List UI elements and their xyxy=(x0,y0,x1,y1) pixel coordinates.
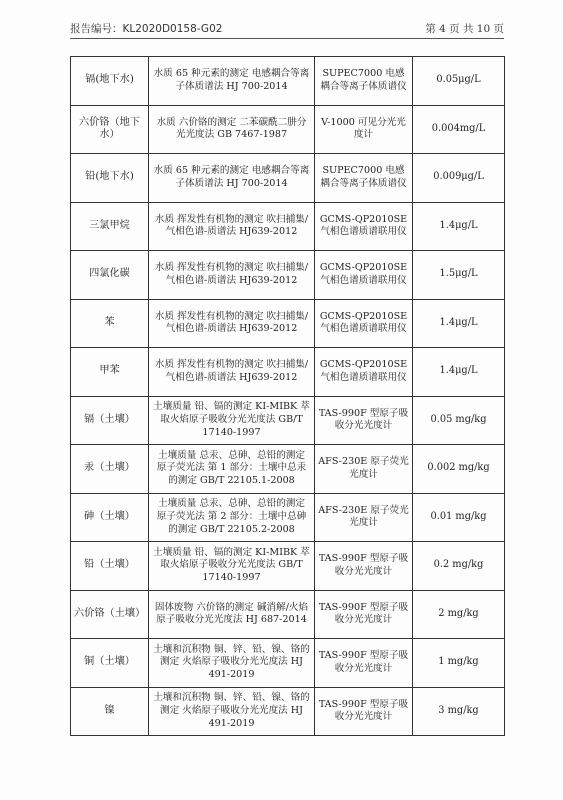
method-cell: 固体废物 六价铬的测定 碱消解/火焰原子吸收分光光度法 HJ 687-2014 xyxy=(149,590,315,639)
method-cell: 水质 挥发性有机物的测定 吹扫捕集/气相色谱-质谱法 HJ639-2012 xyxy=(149,348,315,397)
limit-cell: 0.2 mg/kg xyxy=(413,542,505,591)
table-row xyxy=(71,445,505,494)
limit-cell: 1 mg/kg xyxy=(413,639,505,688)
methods-table-wrapper xyxy=(70,56,504,736)
page-number: 第 4 页 共 10 页 xyxy=(425,23,504,35)
item-cell: 镍 xyxy=(71,687,149,736)
table-row xyxy=(71,57,505,106)
table-row xyxy=(71,105,505,154)
item-cell: 六价铬（地下水） xyxy=(71,105,149,154)
method-cell: 土壤质量 铅、镉的测定 KI-MIBK 萃取火焰原子吸收分光光度法 GB/T 17140-1997 xyxy=(149,542,315,591)
item-cell: 三氯甲烷 xyxy=(71,202,149,251)
item-cell: 铅（土壤） xyxy=(71,542,149,591)
item-cell: 砷（土壤） xyxy=(71,493,149,542)
limit-cell: 0.009μg/L xyxy=(413,154,505,203)
item-cell: 镉(地下水) xyxy=(71,57,149,106)
report-number: 报告编号：KL2020D0158-G02 xyxy=(70,23,223,35)
instrument-cell: GCMS-QP2010SE 气相色谱质谱联用仪 xyxy=(315,251,413,300)
instrument-cell: V-1000 可见分光光度计 xyxy=(315,105,413,154)
table-row xyxy=(71,154,505,203)
methods-table xyxy=(70,56,505,736)
limit-cell: 0.05μg/L xyxy=(413,57,505,106)
instrument-cell: TAS-990F 型原子吸收分光光度计 xyxy=(315,542,413,591)
instrument-cell: GCMS-QP2010SE 气相色谱质谱联用仪 xyxy=(315,202,413,251)
limit-cell: 0.05 mg/kg xyxy=(413,396,505,445)
table-row xyxy=(71,590,505,639)
instrument-cell: TAS-990F 型原子吸收分光光度计 xyxy=(315,687,413,736)
table-row xyxy=(71,396,505,445)
table-row xyxy=(71,202,505,251)
limit-cell: 0.01 mg/kg xyxy=(413,493,505,542)
instrument-cell: GCMS-QP2010SE 气相色谱质谱联用仪 xyxy=(315,348,413,397)
method-cell: 水质 挥发性有机物的测定 吹扫捕集/气相色谱-质谱法 HJ639-2012 xyxy=(149,251,315,300)
method-cell: 水质 挥发性有机物的测定 吹扫捕集/气相色谱-质谱法 HJ639-2012 xyxy=(149,299,315,348)
methods-table-body xyxy=(71,57,505,736)
limit-cell: 2 mg/kg xyxy=(413,590,505,639)
table-row xyxy=(71,493,505,542)
instrument-cell: SUPEC7000 电感耦合等离子体质谱仪 xyxy=(315,154,413,203)
table-row xyxy=(71,687,505,736)
method-cell: 土壤和沉积物 铜、锌、铅、镍、铬的测定 火焰原子吸收分光光度法 HJ 491-2019 xyxy=(149,639,315,688)
item-cell: 铜（土壤） xyxy=(71,639,149,688)
method-cell: 水质 六价铬的测定 二苯碳酰二肼分光光度法 GB 7467-1987 xyxy=(149,105,315,154)
limit-cell: 0.002 mg/kg xyxy=(413,445,505,494)
method-cell: 土壤质量 铅、镉的测定 KI-MIBK 萃取火焰原子吸收分光光度法 GB/T 17140-1997 xyxy=(149,396,315,445)
method-cell: 水质 65 种元素的测定 电感耦合等离子体质谱法 HJ 700-2014 xyxy=(149,57,315,106)
limit-cell: 1.5μg/L xyxy=(413,251,505,300)
item-cell: 四氯化碳 xyxy=(71,251,149,300)
method-cell: 土壤质量 总汞、总砷、总铅的测定 原子荧光法 第 2 部分：土壤中总砷的测定 GB/T 22105.2-2008 xyxy=(149,493,315,542)
item-cell: 汞（土壤） xyxy=(71,445,149,494)
limit-cell: 3 mg/kg xyxy=(413,687,505,736)
item-cell: 六价铬（土壤） xyxy=(71,590,149,639)
item-cell: 苯 xyxy=(71,299,149,348)
instrument-cell: SUPEC7000 电感耦合等离子体质谱仪 xyxy=(315,57,413,106)
method-cell: 水质 挥发性有机物的测定 吹扫捕集/气相色谱-质谱法 HJ639-2012 xyxy=(149,202,315,251)
item-cell: 铅(地下水) xyxy=(71,154,149,203)
table-row xyxy=(71,348,505,397)
instrument-cell: TAS-990F 型原子吸收分光光度计 xyxy=(315,639,413,688)
instrument-cell: GCMS-QP2010SE 气相色谱质谱联用仪 xyxy=(315,299,413,348)
limit-cell: 1.4μg/L xyxy=(413,202,505,251)
limit-cell: 1.4μg/L xyxy=(413,348,505,397)
table-row xyxy=(71,251,505,300)
instrument-cell: TAS-990F 型原子吸收分光光度计 xyxy=(315,590,413,639)
limit-cell: 1.4μg/L xyxy=(413,299,505,348)
method-cell: 土壤质量 总汞、总砷、总铅的测定 原子荧光法 第 1 部分：土壤中总汞的测定 GB/T 22105.1-2008 xyxy=(149,445,315,494)
instrument-cell: AFS-230E 原子荧光光度计 xyxy=(315,493,413,542)
item-cell: 镉（土壤） xyxy=(71,396,149,445)
table-row xyxy=(71,542,505,591)
table-row xyxy=(71,299,505,348)
method-cell: 土壤和沉积物 铜、锌、铅、镍、铬的测定 火焰原子吸收分光光度法 HJ 491-2019 xyxy=(149,687,315,736)
page-header xyxy=(70,18,504,39)
item-cell: 甲苯 xyxy=(71,348,149,397)
instrument-cell: TAS-990F 型原子吸收分光光度计 xyxy=(315,396,413,445)
limit-cell: 0.004mg/L xyxy=(413,105,505,154)
instrument-cell: AFS-230E 原子荧光光度计 xyxy=(315,445,413,494)
method-cell: 水质 65 种元素的测定 电感耦合等离子体质谱法 HJ 700-2014 xyxy=(149,154,315,203)
table-row xyxy=(71,639,505,688)
